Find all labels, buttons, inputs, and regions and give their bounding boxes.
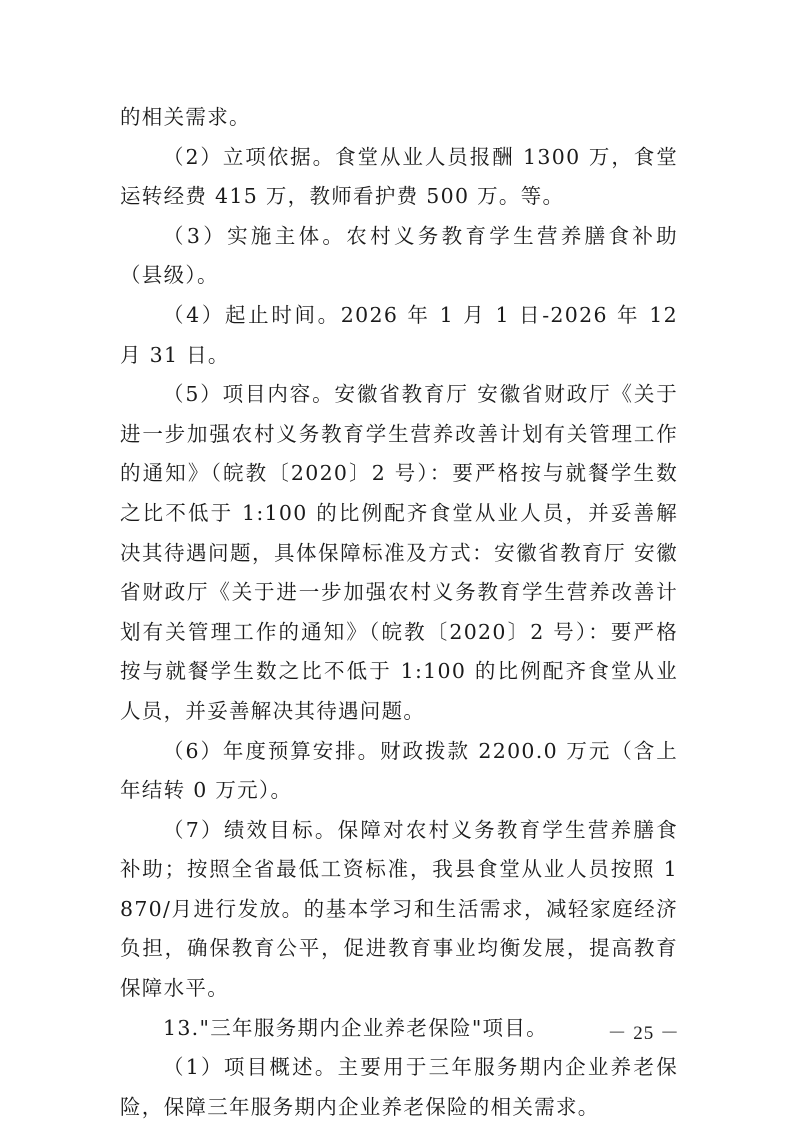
paragraph-continuation: 的相关需求。 [120, 105, 251, 129]
paragraph-content: （5）项目内容。安徽省教育厅 安徽省财政厅《关于进一步加强农村义务教育学生营养改善计划有关管理工作的通知》（皖教〔2020〕2 号）：要严格按与就餐学生数之比不低于 1:100 的比例配齐食堂从业人员，并妥善解决其待遇问题，具体保障标准及方式：安徽省教育厅 安徽省财政厅《关于进一步加强农村义务教育学生营养改善计划有关管理工作的通知》（皖教〔2020〕2 号）：要严格按与就餐学生数之比不低于 1:100 的比例配齐食堂从业人员，并妥善解决其待遇问题。 [120, 382, 678, 723]
section-heading-13: 13."三年服务期内企业养老保险"项目。 [163, 1015, 548, 1040]
document-body [120, 98, 678, 1127]
paragraph-budget: （6）年度预算安排。财政拨款 2200.0 万元（含上年结转 0 万元）。 [120, 738, 678, 803]
paragraph-implementer: （3）实施主体。农村义务教育学生营养膳食补助（县级）。 [120, 223, 678, 288]
paragraph-goals: （7）绩效目标。保障对农村义务教育学生营养膳食补助；按照全省最低工资标准，我县食堂从业人员按照 1870/月进行发放。的基本学习和生活需求，减轻家庭经济负担，确保教育公平，促进教育事业均衡发展，提高教育保障水平。 [120, 817, 678, 1001]
page-number: － 25 － [607, 1023, 680, 1044]
paragraph-basis: （2）立项依据。食堂从业人员报酬 1300 万，食堂运转经费 415 万，教师看护费 500 万。等。 [120, 144, 678, 209]
paragraph-period: （4）起止时间。2026 年 1 月 1 日-2026 年 12 月 31 日。 [120, 302, 678, 367]
paragraph-overview: （1）项目概述。主要用于三年服务期内企业养老保险，保障三年服务期内企业养老保险的相关需求。 [120, 1055, 678, 1119]
